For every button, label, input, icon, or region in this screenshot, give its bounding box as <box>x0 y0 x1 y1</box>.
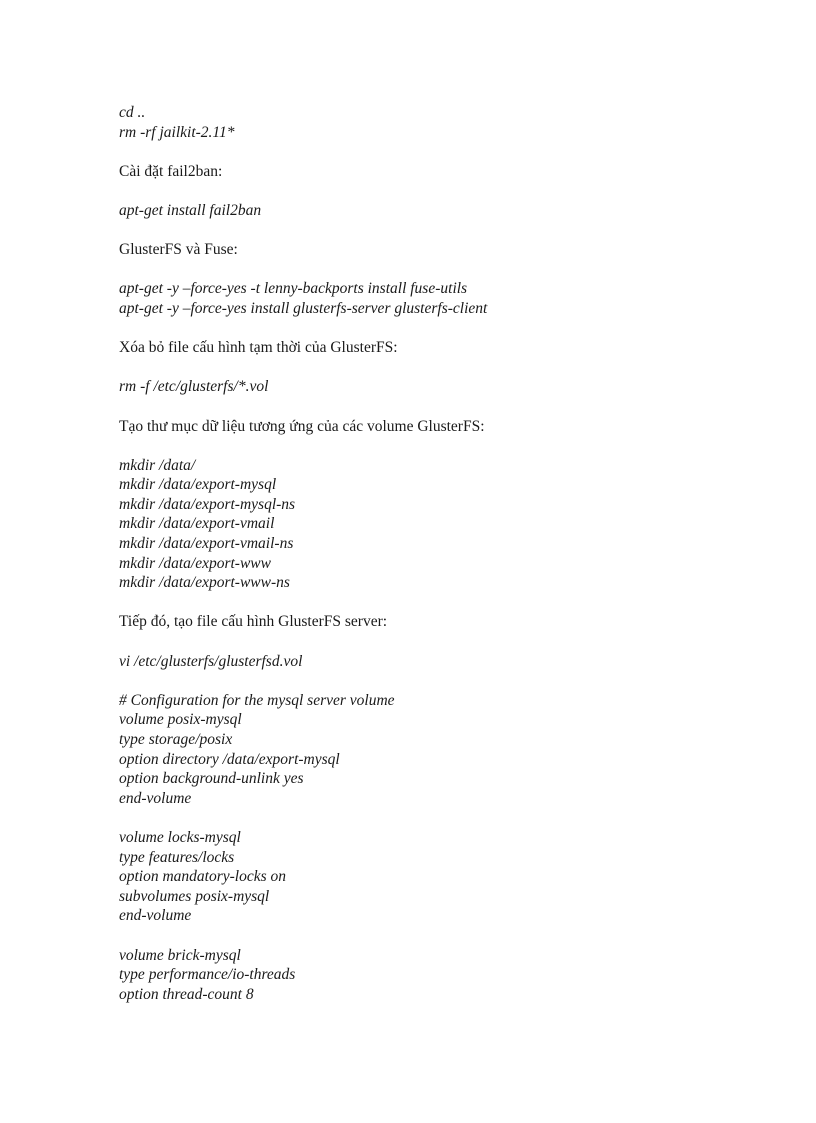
code-line: option background-unlink yes <box>119 770 304 788</box>
code-line: mkdir /data/export-www <box>119 554 271 572</box>
paragraph-gap <box>119 142 759 162</box>
code-block <box>119 201 759 221</box>
code-line: type features/locks <box>119 848 235 866</box>
code-line: type performance/io-threads <box>119 966 296 984</box>
code-line: vi /etc/glusterfs/glusterfsd.vol <box>119 652 303 670</box>
code-line: type storage/posix <box>119 731 233 748</box>
code-block <box>119 828 759 926</box>
code-line: option directory /data/export-mysql <box>119 750 340 768</box>
code-line: mkdir /data/export-vmail <box>119 515 275 533</box>
prose-paragraph <box>119 240 759 260</box>
text-line: GlusterFS và Fuse: <box>119 241 238 259</box>
paragraph-gap <box>119 436 759 456</box>
code-line: subvolumes posix-mysql <box>119 887 270 905</box>
prose-paragraph <box>119 612 759 632</box>
code-line: mkdir /data/ <box>119 456 196 474</box>
paragraph-gap <box>119 593 759 613</box>
text-line: Cài đặt fail2ban: <box>119 162 223 180</box>
document-page <box>119 103 759 1004</box>
code-block <box>119 103 759 142</box>
code-line: volume brick-mysql <box>119 946 241 964</box>
paragraph-gap <box>119 808 759 828</box>
prose-paragraph <box>119 338 759 358</box>
code-block <box>119 691 759 809</box>
code-line: apt-get -y –force-yes install glusterfs-server glusterfs-client <box>119 299 488 317</box>
code-line: volume posix-mysql <box>119 711 242 729</box>
paragraph-gap <box>119 926 759 946</box>
code-block <box>119 456 759 593</box>
paragraph-gap <box>119 260 759 280</box>
prose-paragraph <box>119 162 759 182</box>
code-line: rm -f /etc/glusterfs/*.vol <box>119 378 269 396</box>
code-line: end-volume <box>119 789 192 807</box>
code-line: mkdir /data/export-www-ns <box>119 574 290 592</box>
paragraph-gap <box>119 632 759 652</box>
text-line: Xóa bỏ file cấu hình tạm thời của GlusterFS: <box>119 339 398 357</box>
code-line: rm -rf jailkit-2.11* <box>119 123 235 141</box>
code-line: mkdir /data/export-vmail-ns <box>119 535 294 553</box>
paragraph-gap <box>119 181 759 201</box>
paragraph-gap <box>119 397 759 417</box>
code-line: mkdir /data/export-mysql <box>119 476 277 494</box>
code-line: end-volume <box>119 907 192 925</box>
text-line: Tiếp đó, tạo file cấu hình GlusterFS server: <box>119 613 388 631</box>
paragraph-gap <box>119 319 759 339</box>
code-block <box>119 377 759 397</box>
text-line: Tạo thư mục dữ liệu tương ứng của các volume GlusterFS: <box>119 417 485 435</box>
code-line: cd .. <box>119 104 146 121</box>
code-line: # Configuration for the mysql server volume <box>119 691 395 709</box>
code-line: mkdir /data/export-mysql-ns <box>119 495 296 513</box>
prose-paragraph <box>119 417 759 437</box>
paragraph-gap <box>119 671 759 691</box>
code-line: option thread-count 8 <box>119 985 254 1003</box>
code-block <box>119 652 759 672</box>
code-line: option mandatory-locks on <box>119 868 287 886</box>
code-block <box>119 946 759 1005</box>
code-line: apt-get -y –force-yes -t lenny-backports install fuse-utils <box>119 280 468 298</box>
code-block <box>119 279 759 318</box>
code-line: apt-get install fail2ban <box>119 201 262 219</box>
paragraph-gap <box>119 221 759 241</box>
code-line: volume locks-mysql <box>119 828 241 846</box>
paragraph-gap <box>119 358 759 378</box>
